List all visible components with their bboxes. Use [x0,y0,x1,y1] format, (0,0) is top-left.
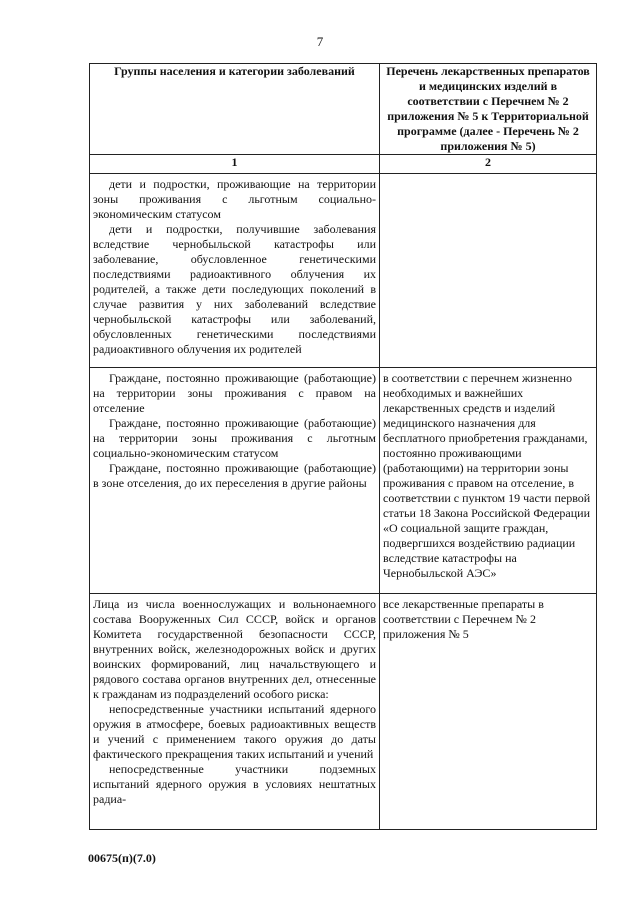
header-population-groups: Группы населения и категории заболеваний [90,64,380,155]
row-3-drugs-text: все лекарственные препараты в соответствии с Перечнем № 2 приложения № 5 [383,597,544,641]
row-3-para-2: непосредственные участники испытаний ядерного оружия в атмосфере, боевых радиоактивных веществ и учений с применением такого оружия до даты фактического прекращения таких испытаний и учений [93,702,376,761]
column-number-1: 1 [90,155,380,174]
row-2-groups [90,368,380,594]
row-1-groups [90,174,380,368]
table-header-row [90,64,597,155]
row-3-groups [90,594,380,830]
row-2-drugs [380,368,597,594]
table-number-row [90,155,597,174]
column-number-2: 2 [380,155,597,174]
document-code: 00675(п)(7.0) [88,851,156,865]
row-2-para-1: Граждане, постоянно проживающие (работающие) на территории зоны проживания с правом на отселение [93,371,376,415]
row-2-drugs-text: в соответствии с перечнем жизненно необходимых и важнейших лекарственных средств и изделий медицинского назначения для бесплатного приобретения гражданами, постоянно проживающими (работающими) на территории зоны проживания с правом на отселение, в соответствии с пунктом 19 части первой статьи 18 Закона Российской Федерации «О социальной защите граждан, подвергшихся воздействию радиации вследствие катастрофы на Чернобыльской АЭС» [383,371,591,580]
row-3-para-1: Лица из числа военнослужащих и вольнонаемного состава Вооруженных Сил СССР, войск и органов Комитета государственной безопасности СССР, внутренних войск, железнодорожных войск и других воинских формирований, лиц начальствующего и рядового состава органов внутренних дел, отнесенные к гражданам из подразделений особого риска: [93,597,376,701]
row-2-para-3: Граждане, постоянно проживающие (работающие) в зоне отселения, до их переселения в другие районы [93,461,376,490]
header-drug-list: Перечень лекарственных препаратов и медицинских изделий в соответствии с Перечнем № 2 приложения № 5 к Территориальной программе (далее - Перечень № 2 приложения № 5) [380,64,597,155]
row-1-para-1: дети и подростки, проживающие на территории зоны проживания с льготным социально-экономическим статусом [93,177,376,221]
drug-list-table [89,63,597,830]
table-row [90,368,597,594]
page-number: 7 [316,34,324,49]
row-1-para-2: дети и подростки, получившие заболевания вследствие чернобыльской катастрофы или заболевание, обусловленное генетическими последствиями радиоактивного облучения их родителей, а также дети последующих поколений в случае развития у них заболеваний вследствие чернобыльской катастрофы или заболеваний, обусловленных генетическими последствиями радиоактивного облучения их родителей [93,222,376,356]
table-row [90,594,597,830]
row-3-para-3: непосредственные участники подземных испытаний ядерного оружия в условиях нештатных радиа- [93,762,376,806]
row-1-drugs [380,174,597,368]
table-row [90,174,597,368]
row-2-para-2: Граждане, постоянно проживающие (работающие) на территории зоны проживания с льготным социально-экономическим статусом [93,416,376,460]
row-3-drugs [380,594,597,830]
